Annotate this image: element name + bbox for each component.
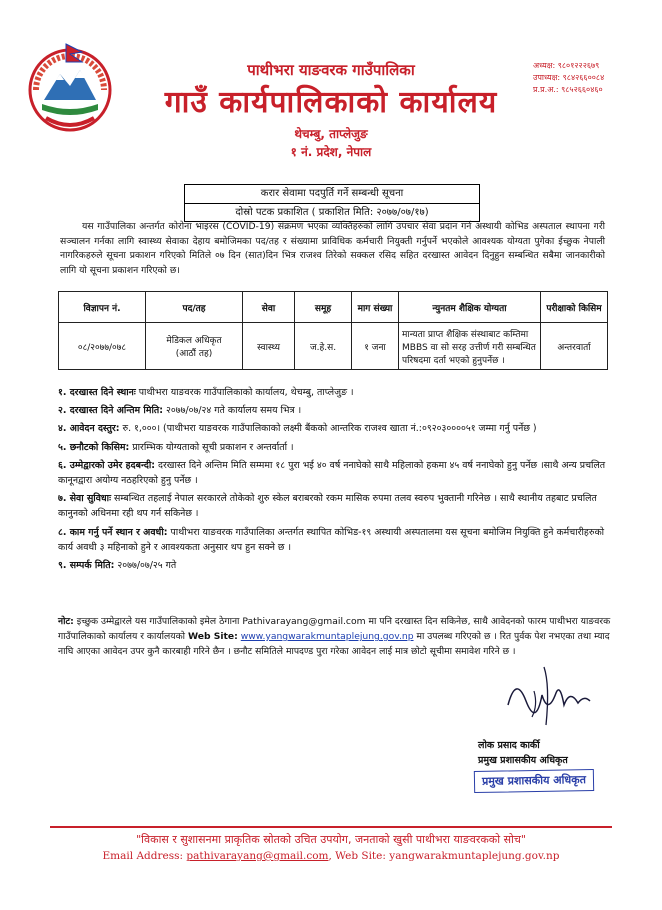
note-website-link[interactable]: www.yangwarakmuntaplejung.gov.np xyxy=(240,631,414,642)
note-label: नोट: xyxy=(58,616,74,627)
col-qualification: न्युनतम शैक्षिक योग्यता xyxy=(399,292,541,323)
address-line-1: थेचम्बु, ताप्लेजुङ xyxy=(294,127,368,141)
cell-ad-no: ०८/२०७७/०७८ xyxy=(59,323,146,370)
list-item: ८. काम गर्नु पर्ने स्थान र अवधी: पाथीभरा याङवरक गाउँपालिका अन्तर्गत स्थापित कोभिड-१९ अस्थायी अस्पतालमा यस सूचना बमोजिम नियुक्ति हुने कर्मचारीहरुको कार्य अवधी ३ महिनाको हुने र आवश्यकता अनुसार थप हुन सक्ने छ । xyxy=(58,526,605,553)
footer-slogan: "विकास र सुशासनमा प्राकृतिक स्रोतको उचित उपयोग, जनताको खुसी पाथीभरा याङवरकको सोच" xyxy=(136,833,526,846)
signatory-name: लोक प्रसाद कार्की xyxy=(478,740,540,751)
list-item: ६. उम्मेद्वारको उमेर हदबन्दी: दरखास्त दिने अन्तिम मिति सम्ममा १८ पुरा भई ४० वर्ष ननाघेको साथै महिलाको हकमा ४५ वर्ष ननाघेको हुनु पर्नेछ ।साथै अन्य प्रचलित कानूनद्वारा अयोग्य नठहरिएको हुनु पर्नेछ । xyxy=(58,459,606,487)
cell-demand: १ जना xyxy=(352,323,399,370)
contact-cao: प्र.प्र.अ.: ९८५२६६०४६० xyxy=(533,85,603,94)
org-name: पाथीभरा याङवरक गाउँपालिका xyxy=(247,61,415,79)
note-website-label: Web Site: xyxy=(187,631,238,642)
footer-email-link[interactable]: pathivarayang@gmail.com xyxy=(186,850,329,862)
footer-website[interactable]: yangwarakmuntaplejung.gov.np xyxy=(389,850,560,862)
list-item: १. दरखास्त दिने स्थानः पाथीभरा याङवरक गाउँपालिकाको कार्यालय, थेचम्बु, ताप्लेजुङ । xyxy=(58,387,354,398)
notice-subtitle: दोस्रो पटक प्रकाशित ( प्रकाशित मिति: २०७७/०७/१७) xyxy=(235,207,429,218)
handwritten-signature xyxy=(498,665,598,729)
official-stamp: प्रमुख प्रशासकीय अधिकृत xyxy=(474,769,594,793)
col-exam-type: परीक्षाको किसिम xyxy=(541,292,608,323)
col-post: पद/तह xyxy=(146,292,243,323)
list-item: ७. सेवा सुविधाः सम्बन्धित तहलाई नेपाल सरकारले तोकेको शुरु स्केल बराबरको रकम मासिक रुपमा तलव स्वरुप भुक्तानी गरिनेछ । साथै स्थानीय तहबाट प्रचलित कानुनको अधिनमा रही थप गर्न सकिनेछ । xyxy=(58,493,597,520)
footer-email-label: Email Address: xyxy=(102,850,184,862)
notice-title: करार सेवामा पदपुर्ति गर्ने सम्बन्धी सूचना xyxy=(185,185,479,204)
notice-title-box xyxy=(184,184,480,222)
signatory-title: प्रमुख प्रशासकीय अधिकृत xyxy=(478,755,568,766)
intro-paragraph: यस गाउँपालिका अन्तर्गत कोरोना भाइरस (COVID-19) संक्रमण भएका व्यक्तिहरुको लागि उपचार सेवा प्रदान गर्न अस्थायी कोभिड अस्पताल स्थापना गरी सञ्चालन गर्नका लागि स्वास्थ्य सेवाका देहाय बमोजिमका पद/तह र संख्यामा प्राविधिक कर्मचारी नियुक्ती गर्नुपर्ने भएकोले आवश्यक योग्यता पुगेका ईच्छुक नेपाली नागरिकहरुले सूचना प्रकाशन गरिएको मितिले ०७ दिन (सात)दिन भित्र राजश्व तिरेको सक्कल रसिद सहित दरखास्त आवेदन दिनुहुन सम्बन्धित सबैमा जानकारीको लागि यो सूचना प्रकाशन गरिएको छ। xyxy=(60,221,605,276)
note-paragraph: नोट: इच्छुक उम्मेद्वारले यस गाउँपालिकाको इमेल ठेगाना Pathivarayang@gmail.com मा पनि दरखास्त दिन सकिनेछ, साथै आवेदनको फारम पाथीभरा याङवरक गाउँपालिकाको कार्यालय र कार्यालयको Web Site: www.yangwarakmuntaplejung.gov.np मा उपलब्ध गरिएको छ । रित पुर्वक पेश नभएका तथा म्याद नाघि आएका आवेदन उपर कुनै कारबाही गरिने छैन । छनौट समितिले मापदण्ड पुरा गरेका आवेदन लाई मात्र छोटो सूचीमा समावेश गरिने छ । xyxy=(58,616,611,657)
table-header-row xyxy=(59,292,608,323)
col-demand: माग संख्या xyxy=(352,292,399,323)
contact-numbers xyxy=(533,60,604,96)
conditions-list xyxy=(58,385,618,576)
cell-service: स्वास्थ्य xyxy=(243,323,295,370)
office-title: गाउँ कार्यपालिकाको कार्यालय xyxy=(164,85,498,120)
col-group: समूह xyxy=(295,292,352,323)
cell-exam-type: अन्तरवार्ता xyxy=(541,323,608,370)
cell-group: ज.हे.स. xyxy=(295,323,352,370)
col-service: सेवा xyxy=(243,292,295,323)
list-item: २. दरखास्त दिने अन्तिम मिति: २०७७/०७/२४ गते कार्यालय समय भित्र । xyxy=(58,405,302,417)
footer-contact xyxy=(0,850,662,862)
address-line-2: १ नं. प्रदेश, नेपाल xyxy=(290,145,372,159)
vacancy-table xyxy=(58,291,608,370)
contact-vice-chair: उपाध्यक्ष: ९८४२६६००८४ xyxy=(533,73,605,82)
list-item: ४. आवेदन दस्तुर: रु. १,०००। (पाथीभरा याङवरक गाउँपालिकाको लक्ष्मी बैंकको आन्तरिक राजश्व खाता नं.:०९२०३००००५१ जम्मा गर्नु पर्नेछ ) xyxy=(58,423,537,435)
table-row xyxy=(59,323,608,370)
contact-chair: अध्यक्ष: ९८०१२२२६७९ xyxy=(533,61,600,70)
col-ad-no: विज्ञापन नं. xyxy=(59,292,146,323)
footer-website-label: , Web Site: xyxy=(328,850,386,862)
cell-qualification: मान्यता प्राप्त शैक्षिक संस्थाबाट कम्तिमा MBBS वा सो सरह उत्तीर्ण गरी सम्बन्धित परिषदमा दर्ता भएको हुनुपर्नेछ । xyxy=(399,323,541,370)
list-item: ९. सम्पर्क मिति: २०७७/०७/२५ गते xyxy=(58,560,177,572)
list-item: ५. छनौटको किसिम: प्रारम्भिक योग्यताको सूची प्रकाशन र अन्तर्वार्ता । xyxy=(58,441,294,453)
footer-divider xyxy=(50,826,612,828)
cell-post: मेडिकल अधिकृत (आठौं तह) xyxy=(146,323,243,370)
